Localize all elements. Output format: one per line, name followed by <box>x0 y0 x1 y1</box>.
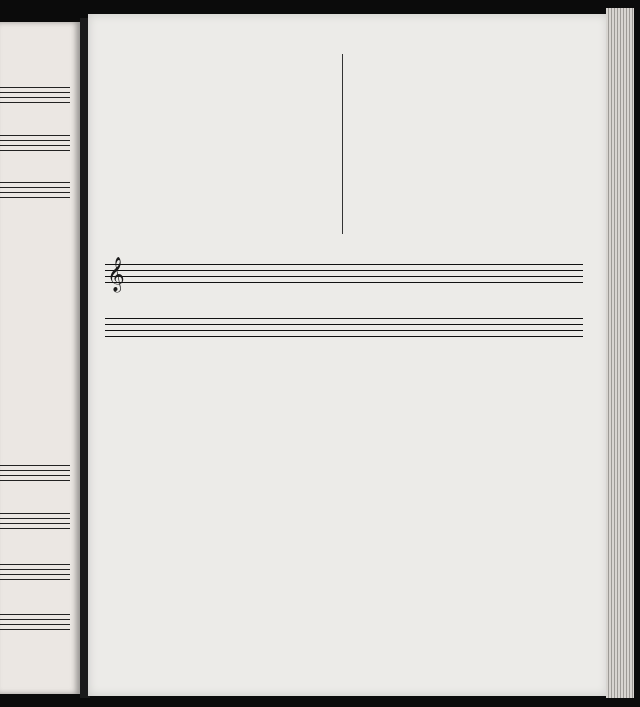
left-staff <box>0 135 70 155</box>
left-staff <box>0 182 70 202</box>
page-edges <box>606 8 634 698</box>
left-page <box>0 22 80 694</box>
treble-clef-icon: 𝄞 <box>107 257 125 292</box>
hymnal-page <box>88 14 608 696</box>
left-staff <box>0 513 70 533</box>
left-staff <box>0 87 70 107</box>
left-staff <box>0 564 70 584</box>
column-divider <box>342 54 343 234</box>
left-staff <box>0 614 70 634</box>
music-staff-2 <box>105 318 583 342</box>
left-staff <box>0 465 70 485</box>
music-staff-1 <box>105 257 583 292</box>
